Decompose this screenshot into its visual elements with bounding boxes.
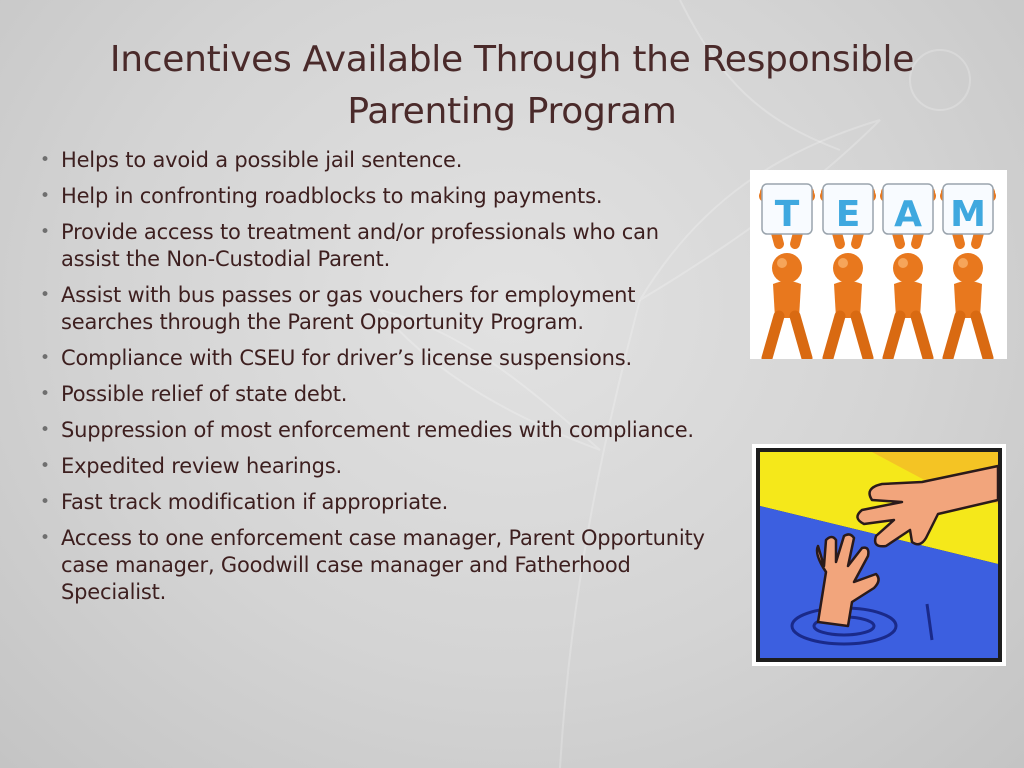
- list-item: [40, 453, 720, 480]
- list-item: [40, 417, 720, 444]
- list-item: [40, 282, 720, 336]
- list-item: [40, 525, 720, 606]
- bullet-icon: •: [40, 528, 50, 548]
- bullet-icon: •: [40, 222, 50, 242]
- list-item-text: Access to one enforcement case manager, Parent Opportunity case manager, Goodwill case manager and Fatherhood Specialist.: [61, 526, 705, 604]
- team-letter-m: M: [950, 194, 986, 235]
- team-letter-t: T: [774, 194, 800, 235]
- slide-title: Incentives Available Through the Responsible Parenting Program: [109, 39, 915, 132]
- team-letter-a: A: [894, 194, 922, 235]
- incentives-list: [40, 147, 720, 615]
- list-item-text: Help in confronting roadblocks to making payments.: [61, 184, 603, 208]
- list-item-text: Compliance with CSEU for driver’s license suspensions.: [61, 346, 632, 370]
- bullet-icon: •: [40, 285, 50, 305]
- list-item-text: Fast track modification if appropriate.: [61, 490, 449, 514]
- list-item-text: Suppression of most enforcement remedies with compliance.: [61, 418, 694, 442]
- team-image: [750, 170, 1007, 359]
- list-item-text: Assist with bus passes or gas vouchers for employment searches through the Parent Opportunity Program.: [61, 283, 636, 334]
- list-item: [40, 183, 720, 210]
- bullet-icon: •: [40, 492, 50, 512]
- bullet-icon: •: [40, 420, 50, 440]
- bullet-icon: •: [40, 186, 50, 206]
- bullet-icon: •: [40, 150, 50, 170]
- helping-hands-illustration: [752, 444, 1006, 666]
- bullet-icon: •: [40, 456, 50, 476]
- bullet-icon: •: [40, 384, 50, 404]
- helping-hands-image: [752, 444, 1006, 666]
- team-letter-e: E: [835, 194, 861, 235]
- list-item-text: Possible relief of state debt.: [61, 382, 348, 406]
- list-item-text: Helps to avoid a possible jail sentence.: [61, 148, 463, 172]
- list-item: [40, 219, 720, 273]
- list-item: [40, 147, 720, 174]
- list-item-text: Provide access to treatment and/or professionals who can assist the Non-Custodial Parent.: [61, 220, 659, 271]
- list-item-text: Expedited review hearings.: [61, 454, 343, 478]
- bullet-icon: •: [40, 348, 50, 368]
- team-figures-illustration: [750, 170, 1007, 359]
- list-item: [40, 345, 720, 372]
- list-item: [40, 489, 720, 516]
- list-item: [40, 381, 720, 408]
